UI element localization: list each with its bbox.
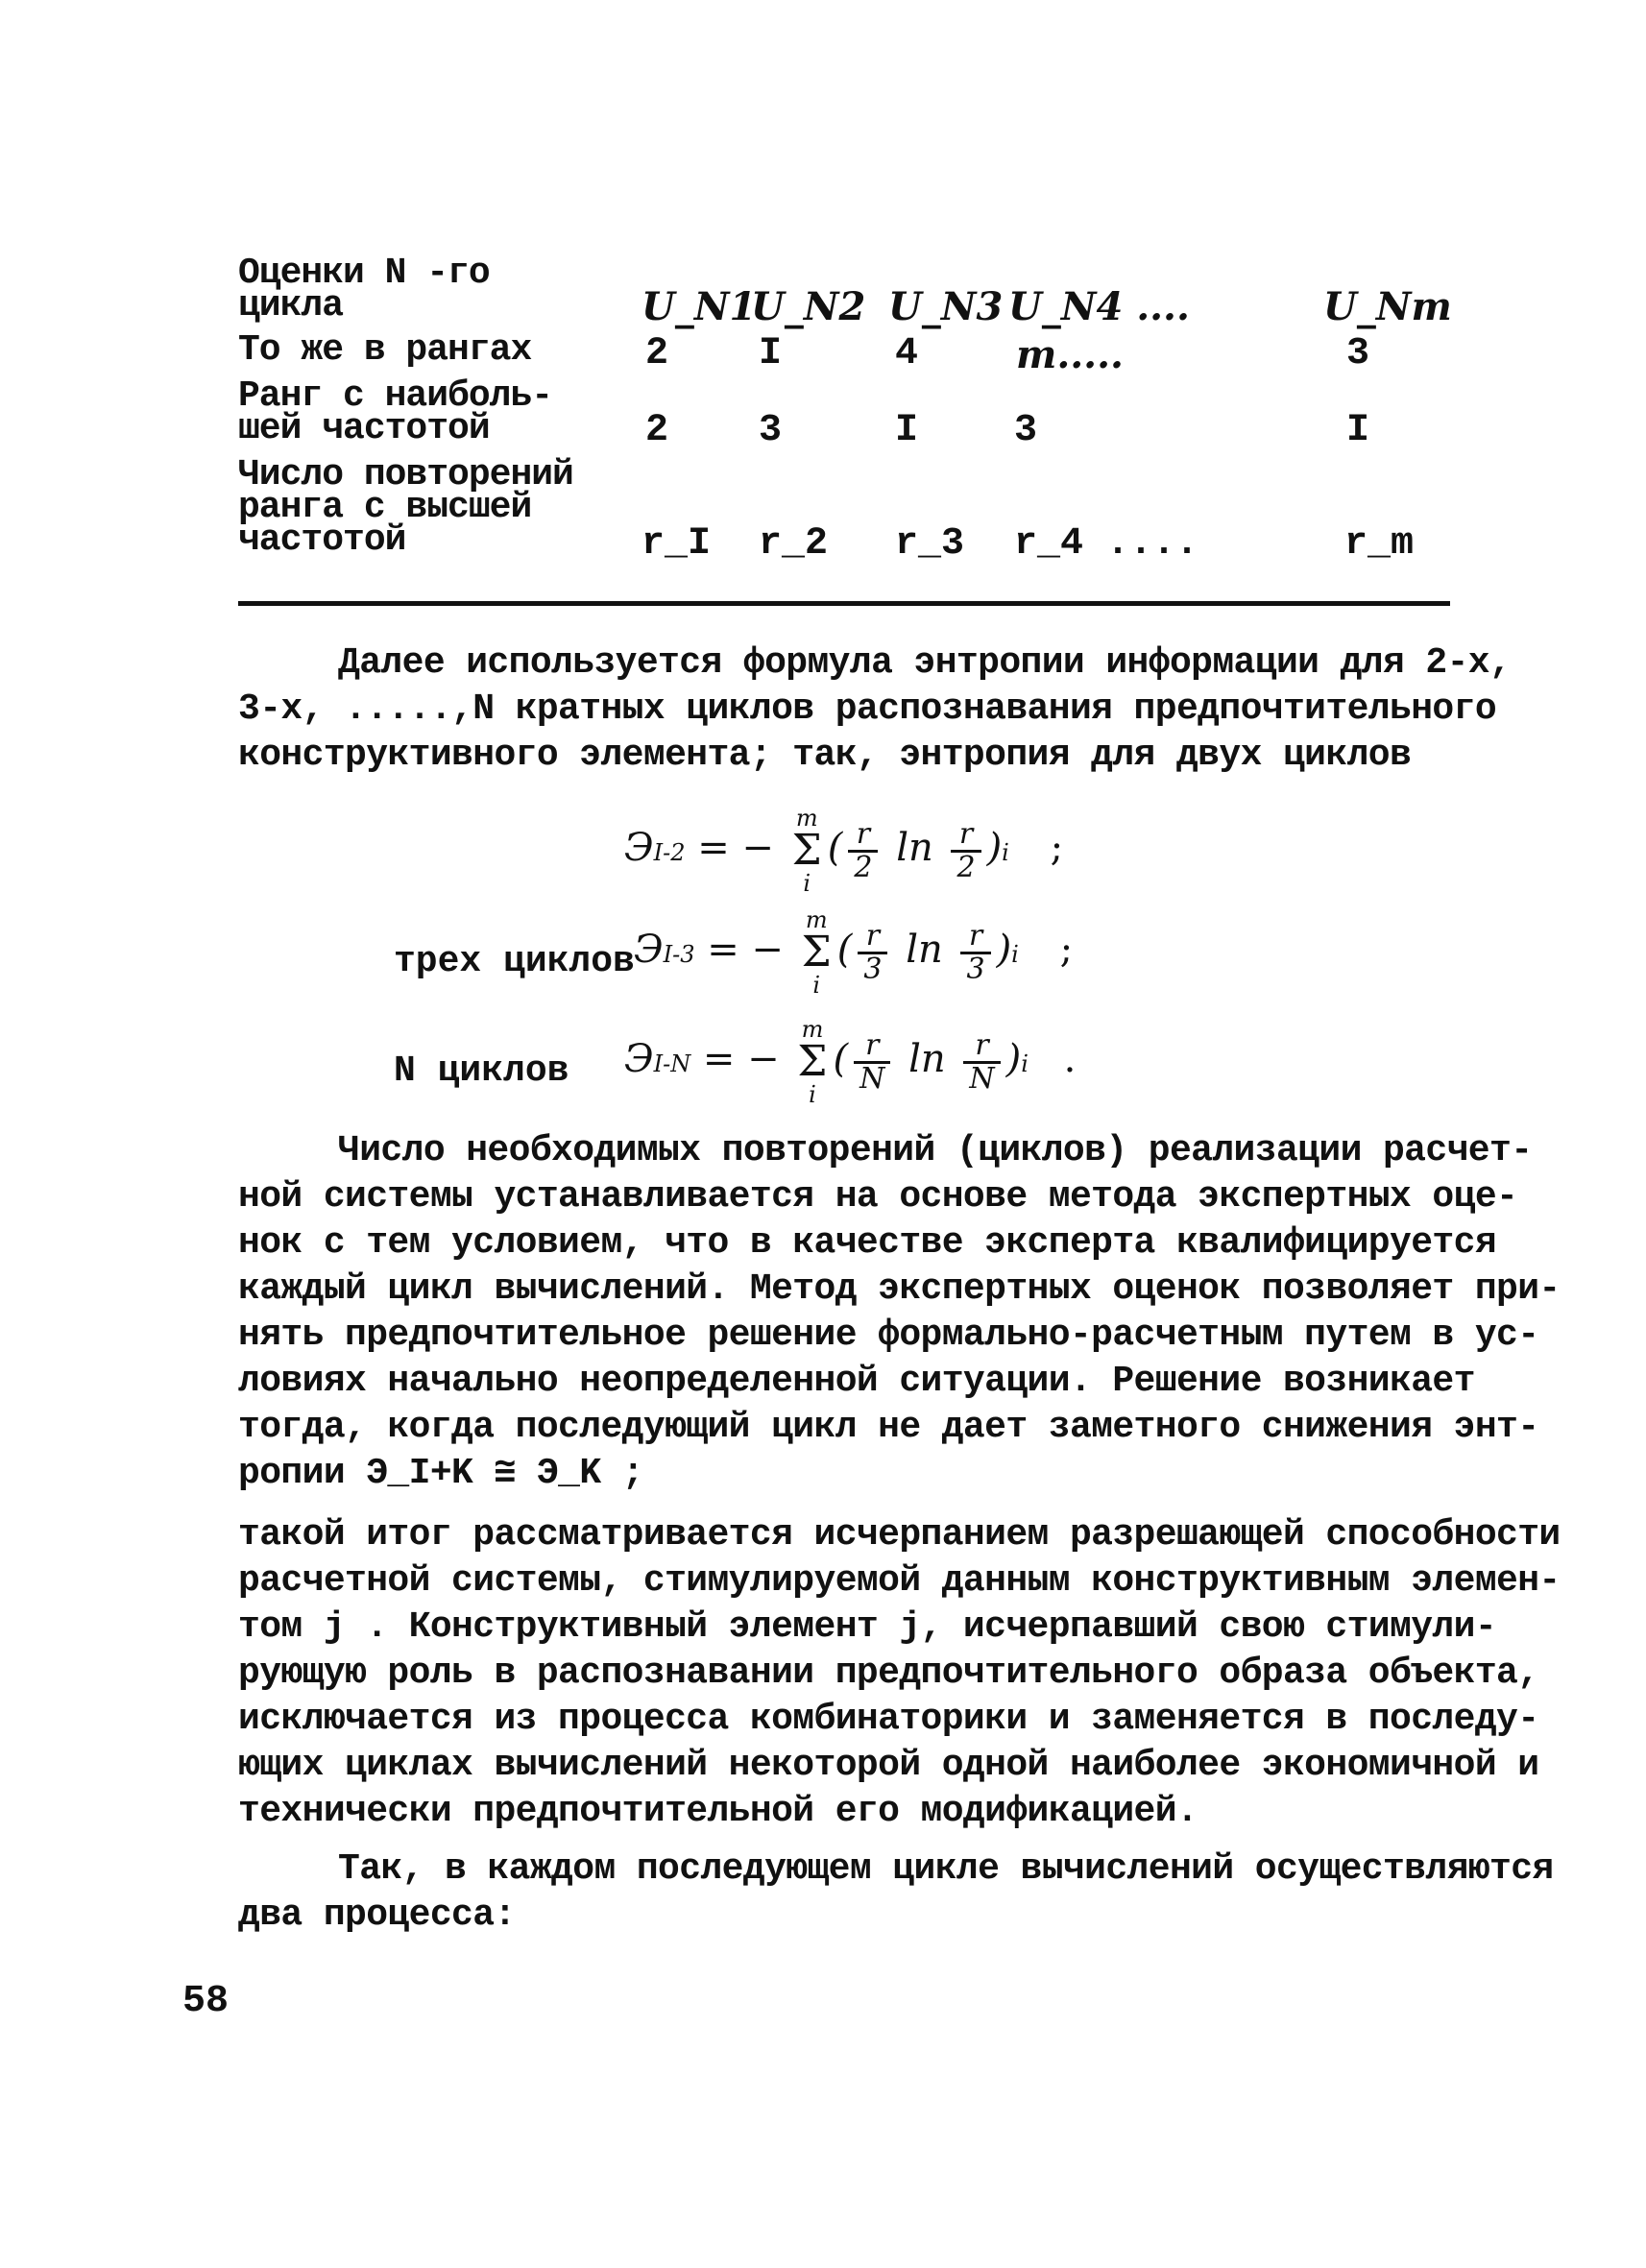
table-row-label: То же в рангах (238, 329, 532, 371)
table-cell: 3 (1346, 332, 1370, 375)
table-cell: U_N2 (751, 284, 866, 329)
formula-prefix: трех циклов (394, 941, 635, 982)
table-cell: r_4 .... (1014, 522, 1199, 566)
page-number: 58 (182, 1980, 230, 2023)
text-line: исключается из процесса комбинаторики и заменяется в последу- (238, 1699, 1539, 1740)
text-line: нять предпочтительное решение формально-расчетным путем в ус- (238, 1315, 1539, 1356)
text-line: Число необходимых повторений (циклов) реализации расчет- (338, 1130, 1533, 1171)
text-line: ющих циклах вычислений некоторой одной наиболее экономичной и (238, 1745, 1539, 1786)
formula-prefix: N циклов (394, 1050, 569, 1092)
text-line: ропии Э_I+K ≅ Э_K ; (238, 1453, 643, 1494)
table-cell: U_N4 .... (1008, 284, 1190, 329)
table-cell: 3 (759, 409, 783, 452)
entropy-formula-three-cycles: ЭI-3 = − m Σ i( $\frac{r}{3}$ ln $\frac{r}{3}$ )i ; (634, 906, 1074, 999)
table-cell: 2 (645, 409, 669, 452)
text-line: том j . Конструктивный элемент j, исчерпавший свою стимули- (238, 1606, 1497, 1648)
text-line: Далее используется формула энтропии информации для 2-х, (338, 642, 1512, 684)
text-line: такой итог рассматривается исчерпанием разрешающей способности (238, 1514, 1561, 1556)
table-row-label: Оценки N -го цикла (238, 253, 490, 326)
table-cell: r_3 (895, 522, 965, 566)
table-cell: I (1346, 409, 1370, 452)
table-cell: 2 (645, 332, 669, 375)
text-line: нок с тем условием, что в качестве эксперта квалифицируется (238, 1222, 1497, 1264)
text-line: два процесса: (238, 1894, 516, 1936)
text-line: конструктивного элемента; так, энтропия для двух циклов (238, 735, 1412, 776)
table-cell: U_Nm (1323, 284, 1452, 329)
table-cell: m..... (1016, 332, 1124, 377)
table-cell: 3 (1014, 409, 1038, 452)
table-cell: I (759, 332, 783, 375)
text-line: технически предпочтительной его модификацией. (238, 1791, 1198, 1832)
text-line: рующую роль в распознавании предпочтительного образа объекта, (238, 1653, 1539, 1694)
text-line: каждый цикл вычислений. Метод экспертных оценок позволяет при- (238, 1268, 1561, 1310)
text-line: 3-х, .....,N кратных циклов распознавания предпочтительного (238, 688, 1497, 730)
table-cell: U_N3 (888, 284, 1004, 329)
table-cell: r_I (641, 522, 712, 566)
table-cell: I (895, 409, 919, 452)
entropy-formula-two-cycles: ЭI-2 = − m Σ i( $\frac{r}{2}$ ln $\frac{r}{2}$ )i ; (624, 805, 1064, 897)
table-cell: r_2 (759, 522, 829, 566)
text-line: тогда, когда последующий цикл не дает заметного снижения энт- (238, 1407, 1539, 1448)
text-line: расчетной системы, стимулируемой данным конструктивным элемен- (238, 1560, 1561, 1602)
table-cell: r_m (1344, 522, 1415, 566)
text-line: ловиях начально неопределенной ситуации. Решение возникает (238, 1361, 1475, 1402)
table-row-label: Число повторений ранга с высшей частотой (238, 454, 573, 561)
table-row-label: Ранг с наиболь- шей частотой (238, 375, 553, 449)
text-line: Так, в каждом последующем цикле вычислений осуществляются (338, 1848, 1554, 1890)
entropy-formula-n-cycles: ЭI-N = − m Σ i( $\frac{r}{N}$ ln $\frac{r}{N}$ )i . (624, 1016, 1077, 1108)
table-cell: 4 (895, 332, 919, 375)
table-rule (238, 601, 1450, 606)
table-cell: U_N1 (641, 284, 757, 329)
text-line: ной системы устанавливается на основе метода экспертных оце- (238, 1176, 1518, 1218)
